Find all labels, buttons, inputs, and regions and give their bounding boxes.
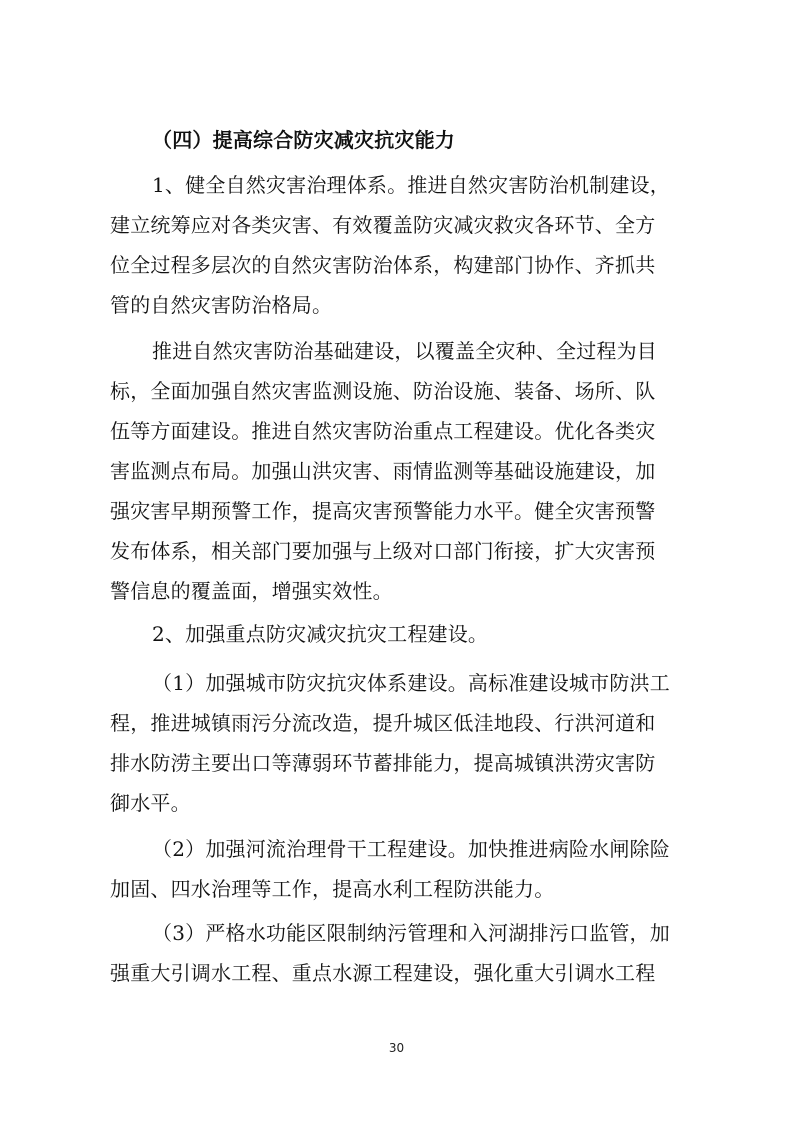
paragraph-line: 御水平。 bbox=[110, 791, 191, 815]
paragraph-line: （3）严格水功能区限制纳污管理和入河湖排污口监管，加 bbox=[152, 921, 670, 945]
paragraph-line: 2、加强重点防灾减灾抗灾工程建设。 bbox=[152, 622, 489, 646]
paragraph-line: 排水防涝主要出口等薄弱环节蓄排能力，提高城镇洪涝灾害防 bbox=[110, 751, 656, 775]
paragraph-line: （1）加强城市防灾抗灾体系建设。高标准建设城市防洪工 bbox=[152, 671, 670, 695]
paragraph-line: 强灾害早期预警工作，提高灾害预警能力水平。健全灾害预警 bbox=[110, 499, 656, 523]
paragraph-line: 强重大引调水工程、重点水源工程建设，强化重大引调水工程 bbox=[110, 961, 656, 985]
paragraph-line: 发布体系，相关部门要加强与上级对口部门衔接，扩大灾害预 bbox=[110, 539, 656, 563]
paragraph-line: 推进自然灾害防治基础建设，以覆盖全灾种、全过程为目 bbox=[152, 339, 657, 363]
page-number: 30 bbox=[388, 1041, 405, 1055]
paragraph-line: 伍等方面建设。推进自然灾害防治重点工程建设。优化各类灾 bbox=[110, 419, 656, 443]
section-heading: （四）提高综合防灾减灾抗灾能力 bbox=[152, 128, 455, 152]
paragraph-line: 害监测点布局。加强山洪灾害、雨情监测等基础设施建设，加 bbox=[110, 459, 656, 483]
paragraph-line: 警信息的覆盖面，增强实效性。 bbox=[110, 579, 393, 603]
paragraph-line: 1、健全自然灾害治理体系。推进自然灾害防治机制建设， bbox=[152, 173, 670, 197]
paragraph-line: （2）加强河流治理骨干工程建设。加快推进病险水闸除险 bbox=[152, 837, 670, 861]
paragraph-line: 位全过程多层次的自然灾害防治体系，构建部门协作、齐抓共 bbox=[110, 253, 656, 277]
paragraph-line: 加固、四水治理等工作，提高水利工程防洪能力。 bbox=[110, 877, 555, 901]
paragraph-line: 程，推进城镇雨污分流改造，提升城区低洼地段、行洪河道和 bbox=[110, 711, 656, 735]
paragraph-line: 标，全面加强自然灾害监测设施、防治设施、装备、场所、队 bbox=[110, 379, 656, 403]
paragraph-line: 建立统筹应对各类灾害、有效覆盖防灾减灾救灾各环节、全方 bbox=[110, 213, 656, 237]
paragraph-line: 管的自然灾害防治格局。 bbox=[110, 293, 333, 317]
